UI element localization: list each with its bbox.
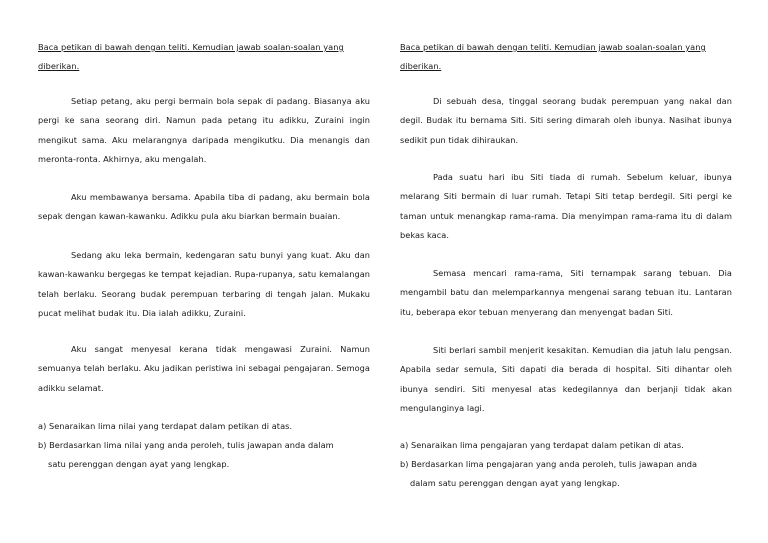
question-a: a) Senaraikan lima nilai yang terdapat dalam petikan di atas. (38, 421, 293, 431)
question-a: a) Senaraikan lima pengajaran yang terdapat dalam petikan di atas. (400, 440, 684, 450)
passage-paragraph-2: Aku membawanya bersama. Apabila tiba di padang, aku bermain bola sepak dengan kawan-kawanku. Adikku pula aku biarkan bermain buaian. (38, 192, 370, 222)
question-b-line-2: dalam satu perenggan dengan ayat yang lengkap. (410, 478, 620, 488)
passage-paragraph-3: Semasa mencari rama-rama, Siti ternampak sarang tebuan. Dia mengambil batu dan melemparkannya mengenai sarang tebuan itu. Lantaran itu, beberapa ekor tebuan menyerang dan menyengat badan Siti. (400, 268, 732, 317)
passage-paragraph-2: Pada suatu hari ibu Siti tiada di rumah. Sebelum keluar, ibunya melarang Siti bermain di luar rumah. Tetapi Siti tetap berdegil. Siti pergi ke taman untuk menangkap rama-rama. Dia menyimpan rama-rama itu di dalam bekas kaca. (400, 172, 732, 241)
instruction-line-2: diberikan. (400, 61, 442, 71)
instruction-line-1: Baca petikan di bawah dengan teliti. Kemudian jawab soalan-soalan yang (400, 42, 706, 52)
passage-paragraph-4: Aku sangat menyesal kerana tidak mengawasi Zuraini. Namun semuanya telah berlaku. Aku jadikan peristiwa ini sebagai pengajaran. Semoga adikku selamat. (38, 344, 370, 393)
passage-paragraph-1: Di sebuah desa, tinggal seorang budak perempuan yang nakal dan degil. Budak itu bernama Siti. Siti sering dimarah oleh ibunya. Nasihat ibunya sedikit pun tidak dihiraukan. (400, 96, 732, 145)
passage-paragraph-4: Siti berlari sambil menjerit kesakitan. Kemudian dia jatuh lalu pengsan. Apabila sedar semula, Siti dapati dia berada di hospital. Siti dihantar oleh ibunya sendiri. Siti menyesal atas kedegilannya dan berjanji tidak akan mengulanginya lagi. (400, 345, 732, 414)
question-b-line-2: satu perenggan dengan ayat yang lengkap. (48, 459, 230, 469)
question-b-line-1: b) Berdasarkan lima pengajaran yang anda peroleh, tulis jawapan anda (400, 459, 698, 469)
instruction-line-2: diberikan. (38, 61, 80, 71)
question-b-line-1: b) Berdasarkan lima nilai yang anda peroleh, tulis jawapan anda dalam (38, 440, 334, 450)
instruction-line-1: Baca petikan di bawah dengan teliti. Kemudian jawab soalan-soalan yang (38, 42, 344, 52)
passage-paragraph-1: Setiap petang, aku pergi bermain bola sepak di padang. Biasanya aku pergi ke sana seorang diri. Namun pada petang itu adikku, Zuraini ingin mengikut sama. Aku melarangnya daripada mengikutku. Dia menangis dan meronta-ronta. Akhirnya, aku mengalah. (38, 96, 370, 165)
passage-paragraph-3: Sedang aku leka bermain, kedengaran satu bunyi yang kuat. Aku dan kawan-kawanku bergegas ke tempat kejadian. Rupa-rupanya, satu kemalangan telah berlaku. Seorang budak perempuan terbaring di tengah jalan. Mukaku pucat melihat budak itu. Dia ialah adikku, Zuraini. (38, 250, 370, 319)
